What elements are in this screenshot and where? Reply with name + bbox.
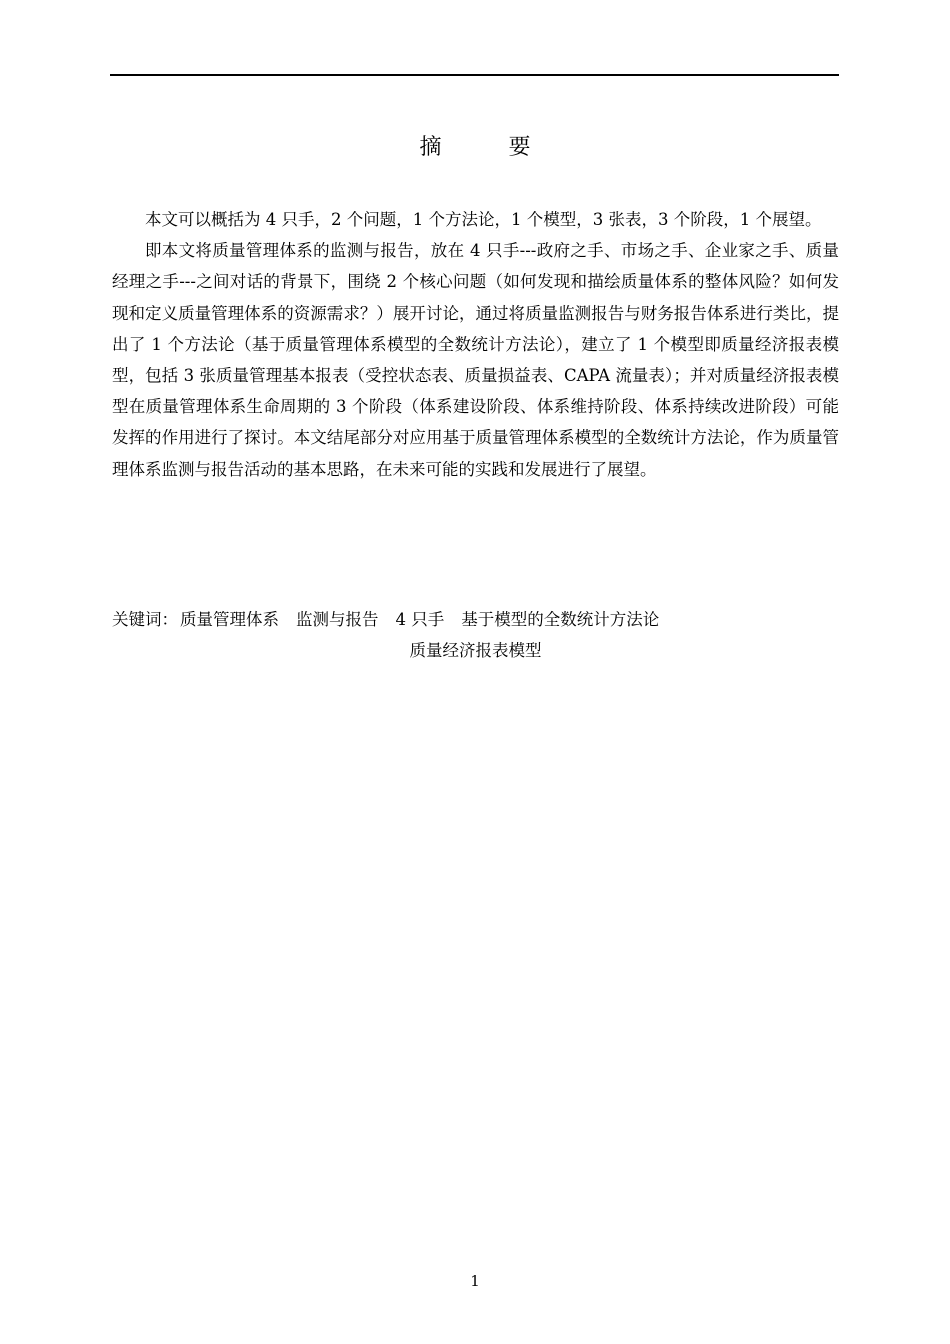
keyword-item: 质量管理体系 <box>180 610 279 629</box>
page-title: 摘 要 <box>419 135 561 160</box>
abstract-paragraph-2: 即本文将质量管理体系的监测与报告，放在 4 只手---政府之手、市场之手、企业家之手、质量经理之手---之间对话的背景下，围绕 2 个核心问题（如何发现和描绘质量体系的整体风险？如何发现和定义质量管理体系的资源需求？）展开讨论，通过将质量监测报告与财务报告体系进行类比，提出了 1 个方法论（基于质量管理体系模型的全数统计方法论），建立了 1 个模型即质量经济报表模型，包括 3 张质量管理基本报表（受控状态表、质量损益表、CAPA 流量表）；并对质量经济报表模型在质量管理体系生命周期的 3 个阶段（体系建设阶段、体系维持阶段、体系持续改进阶段）可能发挥的作用进行了探讨。本文结尾部分对应用基于质量管理体系模型的全数统计方法论，作为质量管理体系监测与报告活动的基本思路，在未来可能的实践和发展进行了展望。 <box>112 241 839 479</box>
keyword-item: 基于模型的全数统计方法论 <box>461 610 660 629</box>
keywords-line <box>112 604 839 635</box>
header-rule <box>110 74 839 76</box>
page-number: 1 <box>470 1272 480 1290</box>
keywords-label: 关键词： <box>112 610 178 629</box>
keywords-line <box>112 635 839 666</box>
keywords-section <box>112 604 839 666</box>
keyword-item: 4 只手 <box>395 610 445 629</box>
keyword-item: 质量经济报表模型 <box>409 641 542 660</box>
abstract-body <box>112 204 839 485</box>
keyword-item: 监测与报告 <box>296 610 379 629</box>
abstract-paragraph-1: 本文可以概括为 4 只手，2 个问题，1 个方法论，1 个模型，3 张表，3 个阶段，1 个展望。 <box>145 210 822 229</box>
